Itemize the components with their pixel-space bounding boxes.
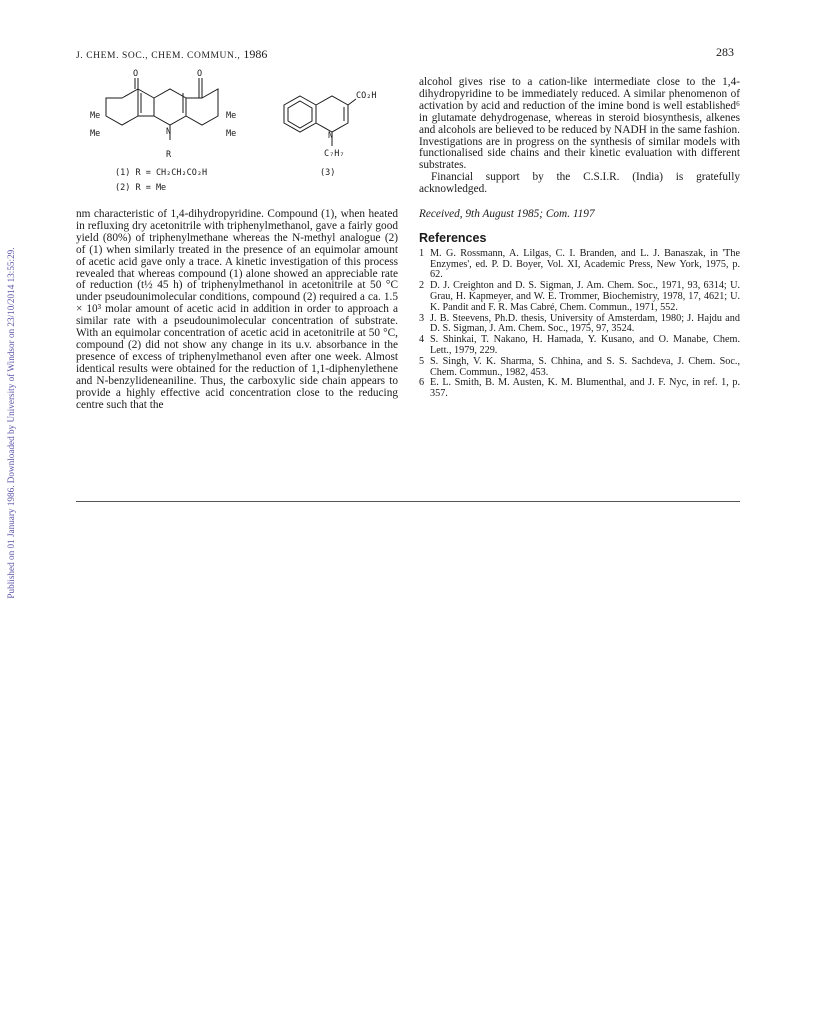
- aromatic-inner: [288, 101, 312, 128]
- structure-1-2: [106, 78, 218, 140]
- page-number: 283: [716, 45, 734, 59]
- reference-number: 2: [419, 280, 425, 292]
- methyl-label-2: Me: [90, 129, 101, 139]
- tolylmethyl-label: C₇H₇: [324, 149, 345, 159]
- reference-item: [419, 314, 740, 336]
- chemical-structures-figure: [82, 66, 382, 196]
- left-column: [76, 209, 398, 411]
- acknowledgement: Financial support by the C.S.I.R. (India) is gratefully acknowledged.: [419, 171, 740, 196]
- nitrogen-label-1: N: [166, 127, 172, 137]
- reference-number: 3: [419, 312, 425, 324]
- ring-left: [106, 89, 138, 125]
- caption-compound-1: (1) R = CH₂CH₂CO₂H: [115, 168, 208, 178]
- reference-list: [419, 249, 740, 400]
- reference-text: M. G. Rossmann, A. Lilgas, C. I. Branden, and L. J. Banaszak, in 'The Enzymes', ed. P. D. Boyer, Vol. XI, Academic Press, New York, 1975, p. 62.: [430, 247, 740, 281]
- running-header: [76, 47, 267, 62]
- body-paragraph-continued: alcohol gives rise to a cation-like intermediate close to the 1,4-dihydropyridine to be immediately reduced. A similar phenomenon of activation by acid and reduction of the imine bond is well established⁶ in glutamate dehydrogenase, whereas in steroid biosynthesis, alkenes and alcohols are believed to be reduced by NADH in the same fashion. Investigations are in progress on the synthesis of similar models with functionalised side chains and their kinetic evaluation with different substrates.: [419, 76, 740, 172]
- reference-item: [419, 335, 740, 357]
- pyridine-ring: [316, 96, 348, 132]
- body-paragraph: nm characteristic of 1,4-dihydropyridine. Compound (1), when heated in refluxing dry acetonitrile with triphenylmethanol, gave a fairly good yield (80%) of triphenylmethane whereas the N-methyl analogue (2) of (1) when similarly treated in the presence of an equimolar amount of acetic acid gave only a trace. A kinetic investigation of this process revealed that whereas compound (1) alone showed an appreciable rate of reduction (t½ 45 h) of triphenylmethanol in acetonitrile at 50 °C under pseudounimolecular conditions, compound (2) required a ca. 1.5 × 10³ molar amount of acetic acid in addition in order to approach a similar rate with a pseudounimolecular concentration of substrate. With an equimolar concentration of acetic acid in acetonitrile at 50 °C, compound (2) did not show any change in its u.v. absorbance in the presence of excess of triphenylmethanol even after one week. Almost identical results were obtained for the reduction of 1,1-diphenylethene and N-benzylideneaniline. Thus, the carboxylic side chain appears to provide a highly effective acid concentration close to the reducing centre such that the: [76, 208, 398, 411]
- reference-text: S. Singh, V. K. Sharma, S. Chhina, and S. S. Sachdeva, J. Chem. Soc., Chem. Commun., 1982, 453.: [430, 355, 740, 378]
- ring-middle: [154, 89, 186, 125]
- reference-text: E. L. Smith, B. M. Austen, K. M. Blumenthal, and J. F. Nyc, in ref. 1, p. 357.: [430, 377, 740, 400]
- oxygen-label-2: O: [197, 69, 203, 79]
- reference-text: D. J. Creighton and D. S. Sigman, J. Am. Chem. Soc., 1971, 93, 6314; U. Grau, H. Kapmeyer, and W. E. Trommer, Biochemistry, 1978, 17, 4621; U. K. Pandit and F. R. Mas Cabré, Chem. Commun., 1971, 552.: [430, 280, 740, 313]
- reference-number: 6: [419, 377, 425, 389]
- reference-text: S. Shinkai, T. Nakano, H. Hamada, Y. Kusano, and O. Manabe, Chem. Lett., 1979, 229.: [430, 334, 740, 357]
- download-watermark: [4, 215, 18, 630]
- caption-compound-3: (3): [320, 168, 336, 178]
- methyl-label-3: Me: [226, 111, 237, 121]
- right-column: [419, 77, 740, 400]
- reference-item: [419, 357, 740, 379]
- reference-item: [419, 378, 740, 400]
- caption-compound-2: (2) R = Me: [115, 183, 167, 193]
- page-end-rule: [76, 501, 740, 502]
- journal-year: 1986: [243, 47, 268, 61]
- reference-item: [419, 249, 740, 281]
- watermark-text: Published on 01 January 1986. Downloaded by University of Windsor on 23/10/2014 13:55:29.: [6, 246, 16, 599]
- journal-name: J. CHEM. SOC., CHEM. COMMUN.,: [76, 51, 241, 61]
- nitrogen-label-2: N: [328, 131, 334, 141]
- carboxyl-label: CO₂H: [356, 91, 377, 101]
- reference-text: J. B. Steevens, Ph.D. thesis, University of Amsterdam, 1980; J. Hajdu and D. S. Sigman, J. Am. Chem. Soc., 1975, 97, 3524.: [430, 312, 740, 335]
- received-date: Received, 9th August 1985; Com. 1197: [419, 208, 595, 221]
- reference-number: 1: [419, 247, 425, 259]
- r-group-label: R: [166, 150, 172, 160]
- methyl-label-4: Me: [226, 129, 237, 139]
- reference-number: 4: [419, 334, 425, 346]
- structure-3: [284, 96, 356, 146]
- references-heading: References: [419, 230, 487, 245]
- reference-item: [419, 281, 740, 313]
- methyl-label-1: Me: [90, 111, 101, 121]
- oxygen-label-1: O: [133, 69, 139, 79]
- reference-number: 5: [419, 355, 425, 367]
